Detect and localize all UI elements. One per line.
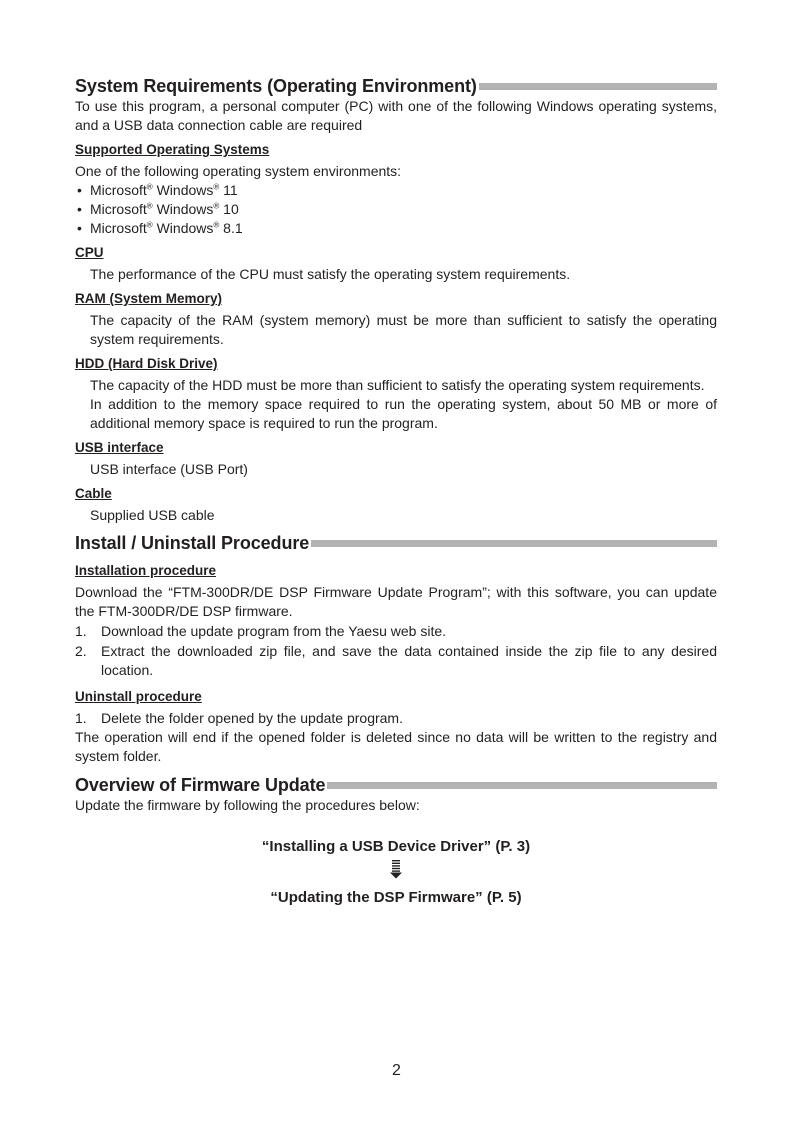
section-title: Overview of Firmware Update	[75, 775, 326, 795]
subheading-ram: RAM (System Memory)	[75, 291, 223, 306]
subheading-hdd: HDD (Hard Disk Drive)	[75, 356, 218, 371]
os-list	[75, 181, 717, 238]
hdd-text-1: The capacity of the HDD must be more than sufficient to satisfy the operating system requirements.	[90, 377, 705, 393]
section-header-system-requirements	[75, 75, 717, 97]
section-header-overview	[75, 774, 717, 796]
page-number: 2	[392, 1062, 401, 1079]
uninstall-step: 1. Delete the folder opened by the update program.	[75, 710, 403, 726]
uninstall-note: The operation will end if the opened folder is deleted since no data will be written to the registry and system folder.	[75, 729, 717, 764]
subheading-uninstall: Uninstall procedure	[75, 689, 202, 704]
installation-steps	[75, 622, 717, 680]
subheading-supported-os: Supported Operating Systems	[75, 142, 270, 157]
subheading-usb: USB interface	[75, 440, 164, 455]
subheading-cpu: CPU	[75, 245, 104, 260]
cable-text: Supplied USB cable	[90, 507, 215, 523]
page-content	[75, 75, 717, 908]
update-flow	[75, 837, 717, 908]
ram-text: The capacity of the RAM (system memory) must be more than sufficient to satisfy the operating system requirements.	[90, 312, 717, 347]
overview-intro: Update the firmware by following the procedures below:	[75, 797, 420, 813]
subheading-installation: Installation procedure	[75, 563, 217, 578]
os-list-item: • Microsoft® Windows® 8.1	[75, 219, 717, 238]
section-title: Install / Uninstall Procedure	[75, 533, 310, 553]
flow-step-update-firmware: “Updating the DSP Firmware” (P. 5)	[270, 889, 522, 906]
uninstall-steps	[75, 709, 717, 728]
system-requirements-intro: To use this program, a personal computer (PC) with one of the following Windows operating systems, and a USB data connection cable are required	[75, 98, 717, 133]
os-lead-text: One of the following operating system environments:	[75, 163, 402, 179]
os-list-item: • Microsoft® Windows® 10	[75, 200, 717, 219]
flow-step-install-driver: “Installing a USB Device Driver” (P. 3)	[261, 838, 531, 855]
os-list-item: • Microsoft® Windows® 11	[75, 181, 717, 200]
installation-intro: Download the “FTM-300DR/DE DSP Firmware Update Program”; with this software, you can update the FTM-300DR/DE DSP firmware.	[75, 584, 717, 619]
hdd-text-2: In addition to the memory space required to run the operating system, about 50 MB or more of additional memory space is required to run the program.	[90, 396, 717, 431]
down-arrow-icon	[389, 859, 403, 879]
section-header-install	[75, 532, 717, 554]
cpu-text: The performance of the CPU must satisfy the operating system requirements.	[90, 266, 571, 282]
section-title: System Requirements (Operating Environment)	[75, 76, 477, 96]
usb-text: USB interface (USB Port)	[90, 461, 248, 477]
installation-step: 1. Download the update program from the Yaesu web site.	[75, 623, 447, 639]
subheading-cable: Cable	[75, 486, 112, 501]
installation-step: 2. Extract the downloaded zip file, and save the data contained inside the zip file to any desired location.	[75, 643, 717, 678]
